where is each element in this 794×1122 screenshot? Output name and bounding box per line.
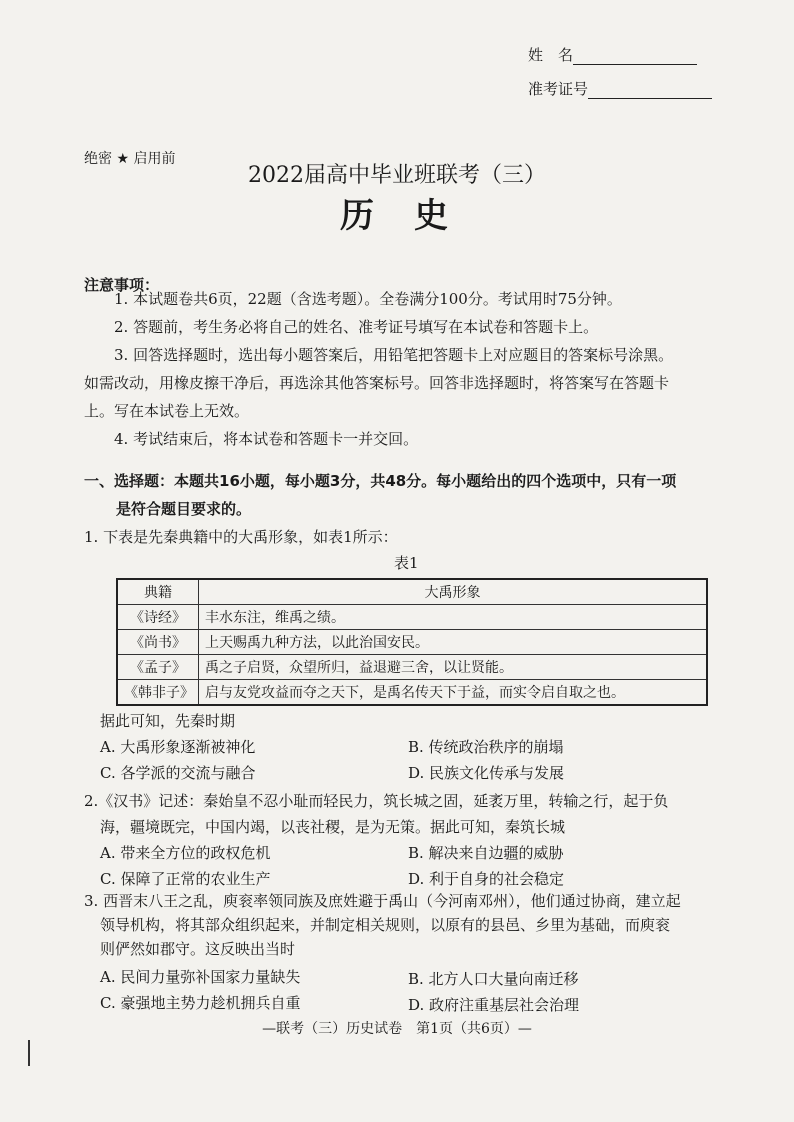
- table-row: [117, 630, 707, 655]
- table-cell-book: 《韩非子》: [117, 680, 199, 706]
- subject-title: 历史: [340, 196, 488, 236]
- option-a[interactable]: A. 大禹形象逐渐被神化: [100, 738, 256, 756]
- note-line: 2. 答题前，考生务必将自己的姓名、准考证号填写在本试卷和答题卡上。: [114, 318, 599, 336]
- table-row: [117, 655, 707, 680]
- question-1-stem: 1. 下表是先秦典籍中的大禹形象，如表1所示：: [84, 528, 398, 546]
- note-line: 3. 回答选择题时，选出每小题答案后，用铅笔把答题卡上对应题目的答案标号涂黑。: [114, 346, 674, 364]
- option-b[interactable]: B. 解决来自边疆的威胁: [408, 844, 564, 862]
- table-header-cell: 大禹形象: [199, 579, 708, 605]
- question-3-line: 3. 西晋末八王之乱，庾衮率领同族及庶姓避于禹山（今河南邓州），他们通过协商，建立起: [84, 892, 681, 910]
- option-a[interactable]: A. 民间力量弥补国家力量缺失: [100, 968, 301, 986]
- name-field-row: [528, 44, 697, 65]
- table-row: [117, 680, 707, 706]
- table-row: [117, 605, 707, 630]
- table-cell-book: 《孟子》: [117, 655, 199, 680]
- note-line: 如需改动，用橡皮擦干净后，再选涂其他答案标号。回答非选择题时，将答案写在答题卡: [84, 374, 670, 392]
- question-1-conclusion: 据此可知，先秦时期: [100, 712, 236, 730]
- question-2-line: 海，疆境既完，中国内竭，以丧社稷，是为无策。据此可知，秦筑长城: [100, 818, 566, 836]
- question-3-line: 领导机构，将其部众组织起来，并制定相关规则，以原有的县邑、乡里为基础，而庾衮: [100, 916, 671, 934]
- option-d[interactable]: D. 利于自身的社会稳定: [408, 870, 565, 888]
- question-3-line: 则俨然如郡守。这反映出当时: [100, 940, 296, 958]
- note-line: 上。写在本试卷上无效。: [84, 402, 250, 420]
- table-cell-book: 《尚书》: [117, 630, 199, 655]
- secret-label: 绝密 ★ 启用前: [84, 151, 176, 167]
- notes-heading: 注意事项：: [84, 276, 160, 294]
- id-blank-line[interactable]: [588, 82, 712, 99]
- table-cell-image: 禹之子启贤，众望所归，益退避三舍，以让贤能。: [199, 655, 708, 680]
- exam-title: 2022届高中毕业班联考（三）: [248, 163, 546, 188]
- note-line: 4. 考试结束后，将本试卷和答题卡一并交回。: [114, 430, 419, 448]
- option-b[interactable]: B. 北方人口大量向南迁移: [408, 970, 579, 988]
- page-footer: —联考（三）历史试卷 第1页（共6页）—: [262, 1021, 532, 1037]
- table-cell-image: 丰水东注，维禹之绩。: [199, 605, 708, 630]
- option-a[interactable]: A. 带来全方位的政权危机: [100, 844, 271, 862]
- table-cell-image: 启与友党攻益而夺之天下，是禹名传天下于益，而实令启自取之也。: [199, 680, 708, 706]
- option-c[interactable]: C. 各学派的交流与融合: [100, 764, 256, 782]
- table-caption: 表1: [394, 554, 419, 572]
- name-label: 姓 名: [528, 46, 574, 64]
- name-blank-line[interactable]: [573, 48, 697, 65]
- id-label: 准考证号: [528, 80, 589, 98]
- table-cell-book: 《诗经》: [117, 605, 199, 630]
- table-cell-image: 上天赐禹九种方法，以此治国安民。: [199, 630, 708, 655]
- option-d[interactable]: D. 民族文化传承与发展: [408, 764, 565, 782]
- scan-mark: [28, 1040, 30, 1066]
- option-c[interactable]: C. 保障了正常的农业生产: [100, 870, 271, 888]
- option-d[interactable]: D. 政府注重基层社会治理: [408, 996, 580, 1014]
- option-c[interactable]: C. 豪强地主势力趁机拥兵自重: [100, 994, 301, 1012]
- note-line: 1. 本试题卷共6页，22题（含选考题）。全卷满分100分。考试用时75分钟。: [114, 290, 622, 308]
- section-heading-cont: 是符合题目要求的。: [116, 500, 252, 518]
- table-header-cell: 典籍: [117, 579, 199, 605]
- table-header-row: [117, 579, 707, 605]
- section-heading: 一、选择题：本题共16小题，每小题3分，共48分。每小题给出的四个选项中，只有一项: [84, 472, 677, 490]
- question-2-line: 2.《汉书》记述：秦始皇不忍小耻而轻民力，筑长城之固，延袤万里，转输之行，起于负: [84, 792, 669, 810]
- id-field-row: [528, 78, 712, 99]
- option-b[interactable]: B. 传统政治秩序的崩塌: [408, 738, 564, 756]
- table-1: [116, 578, 708, 706]
